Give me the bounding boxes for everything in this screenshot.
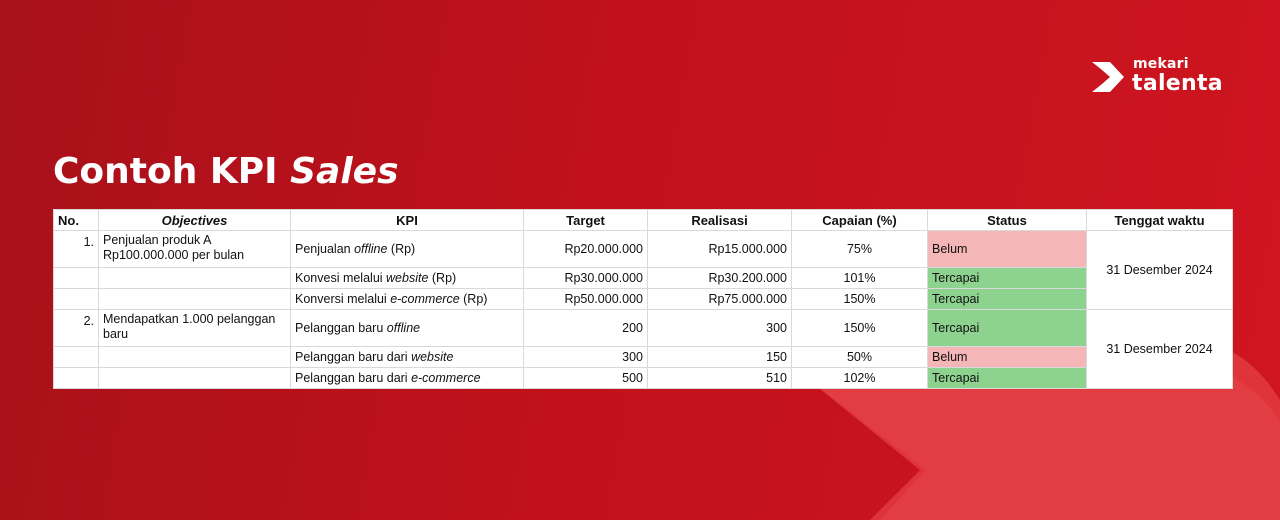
table-header-row [54, 210, 1233, 231]
cell-capaian: 50% [792, 347, 928, 368]
status-badge: Tercapai [928, 368, 1087, 389]
cell-capaian: 102% [792, 368, 928, 389]
cell-target: Rp30.000.000 [524, 268, 648, 289]
cell-realisasi: Rp75.000.000 [648, 289, 792, 310]
table-row [54, 347, 1233, 368]
cell-objective-empty [99, 368, 291, 389]
page-title [53, 150, 399, 194]
table-row [54, 231, 1233, 268]
status-badge: Belum [928, 347, 1087, 368]
status-badge: Belum [928, 231, 1087, 268]
header-objectives: Objectives [99, 210, 291, 231]
cell-objective: Penjualan produk A Rp100.000.000 per bulan [99, 231, 291, 268]
status-badge: Tercapai [928, 268, 1087, 289]
cell-realisasi: 300 [648, 310, 792, 347]
header-status: Status [928, 210, 1087, 231]
header-kpi: KPI [291, 210, 524, 231]
title-italic: Sales [290, 151, 399, 192]
cell-kpi: Pelanggan baru dari website [291, 347, 524, 368]
cell-no-empty [54, 289, 99, 310]
cell-realisasi: 150 [648, 347, 792, 368]
mekari-chevron-logo-icon [1090, 60, 1126, 94]
cell-target: 500 [524, 368, 648, 389]
brand-logo [1090, 56, 1240, 98]
cell-kpi: Pelanggan baru dari e-commerce [291, 368, 524, 389]
table-row [54, 289, 1233, 310]
cell-realisasi: Rp30.200.000 [648, 268, 792, 289]
title-main: Contoh KPI [53, 151, 278, 192]
table-row [54, 268, 1233, 289]
cell-kpi: Konversi melalui e-commerce (Rp) [291, 289, 524, 310]
cell-realisasi: Rp15.000.000 [648, 231, 792, 268]
brand-bottom-text: talenta [1132, 71, 1223, 96]
table-row [54, 368, 1233, 389]
cell-no: 2. [54, 310, 99, 347]
status-badge: Tercapai [928, 289, 1087, 310]
header-tenggat: Tenggat waktu [1087, 210, 1233, 231]
cell-capaian: 150% [792, 289, 928, 310]
brand-top-text: mekari [1133, 56, 1189, 72]
cell-capaian: 101% [792, 268, 928, 289]
cell-objective-empty [99, 289, 291, 310]
cell-deadline: 31 Desember 2024 [1087, 231, 1233, 310]
header-capaian: Capaian (%) [792, 210, 928, 231]
cell-objective-empty [99, 268, 291, 289]
cell-target: 300 [524, 347, 648, 368]
cell-no-empty [54, 347, 99, 368]
cell-kpi: Pelanggan baru offline [291, 310, 524, 347]
header-target: Target [524, 210, 648, 231]
cell-objective: Mendapatkan 1.000 pelanggan baru [99, 310, 291, 347]
cell-target: Rp20.000.000 [524, 231, 648, 268]
status-badge: Tercapai [928, 310, 1087, 347]
cell-objective-empty [99, 347, 291, 368]
cell-deadline: 31 Desember 2024 [1087, 310, 1233, 389]
cell-no-empty [54, 368, 99, 389]
cell-capaian: 150% [792, 310, 928, 347]
cell-no: 1. [54, 231, 99, 268]
cell-no-empty [54, 268, 99, 289]
table-row [54, 310, 1233, 347]
cell-target: Rp50.000.000 [524, 289, 648, 310]
cell-kpi: Penjualan offline (Rp) [291, 231, 524, 268]
kpi-table [53, 209, 1233, 389]
cell-capaian: 75% [792, 231, 928, 268]
cell-realisasi: 510 [648, 368, 792, 389]
cell-target: 200 [524, 310, 648, 347]
header-realisasi: Realisasi [648, 210, 792, 231]
header-no: No. [54, 210, 99, 231]
cell-kpi: Konvesi melalui website (Rp) [291, 268, 524, 289]
